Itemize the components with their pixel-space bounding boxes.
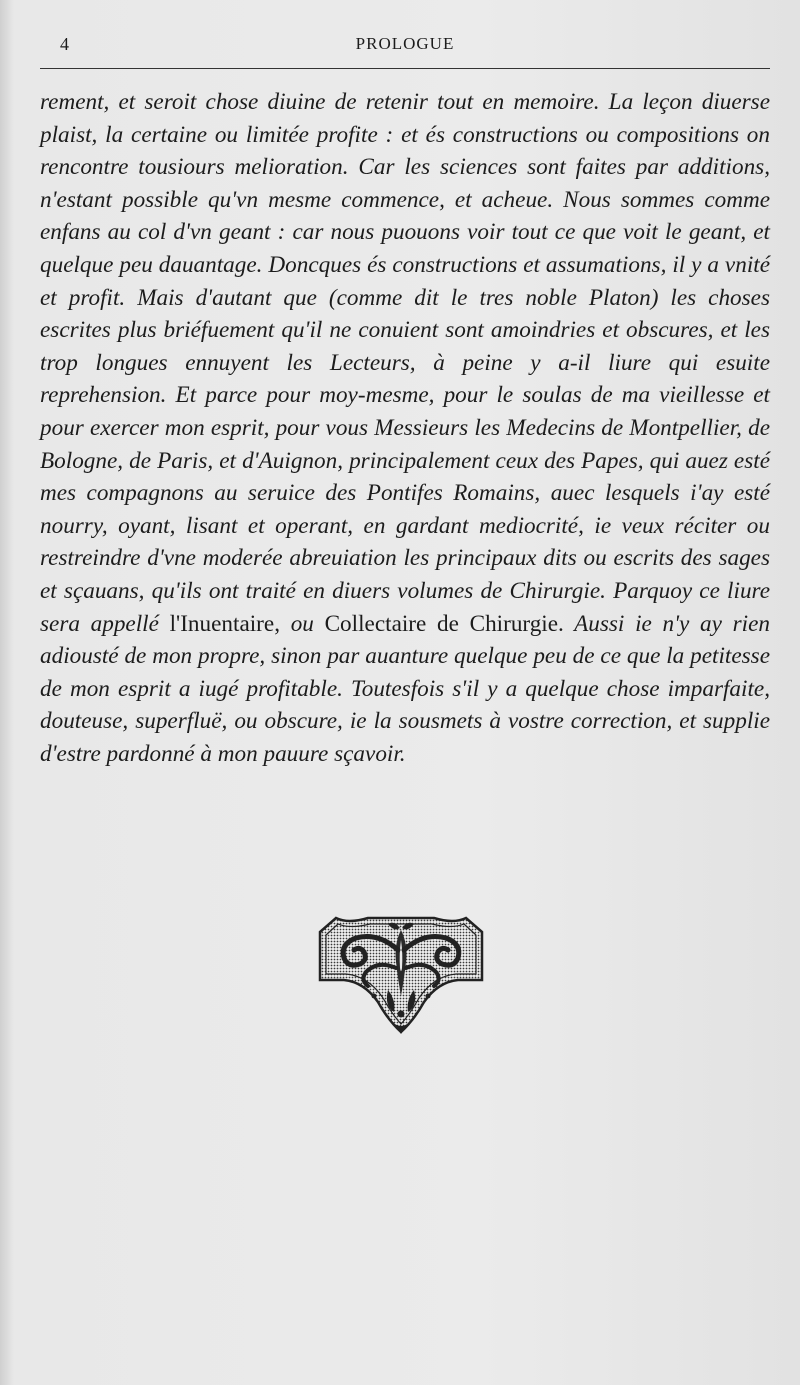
- page-number: 4: [60, 34, 69, 54]
- text-run-closing: Aussi ie n'y ay rien adiousté de mon propre, sinon par auanture quelque peu de ce que la petitesse de mon esprit a iugé profitable. Toutesfois s'il y a quelque chose imparfaite, douteuse, superfluë, ou obscure, ie la sousmets à vostre correction, et supplie d'estre pardonné à mon pauure sçavoir.: [40, 610, 770, 767]
- text-run-ou: ou: [290, 610, 314, 637]
- book-title-part-2: Collectaire de Chirurgie.: [324, 610, 564, 637]
- body-paragraph: [40, 86, 770, 770]
- page-header: [40, 30, 770, 69]
- running-head: PROLOGUE: [355, 34, 455, 53]
- floral-ornament-icon: [318, 910, 484, 1036]
- text-run: rement, et seroit chose diuine de retenir tout en memoire. La leçon diuerse plaist, la certaine ou limitée profite : et és constructions ou compositions on rencontre tousiours melioration. Car les sciences sont faites par additions, n'estant possible qu'vn mesme commence, et acheue. Nous sommes comme enfans au col d'vn geant : car nous puouons voir tout ce que voit le geant, et quelque peu dauantage. Doncques és constructions et assumations, il y a vnité et profit. Mais d'autant que (comme dit le tres noble Platon) les choses escrites plus briéfuement qu'il ne conuient sont amoindries et obscures, et les trop longues ennuyent les Lecteurs, à peine y a-il liure qui esuite reprehension. Et parce pour moy-mesme, pour le soulas de ma vieillesse et pour exercer mon esprit, pour vous Messieurs les Medecins de Montpellier, de Bologne, de Paris, et d'Auignon, principalement ceux des Papes, qui auez esté mes compagnons au seruice des Pontifes Romains, auec lesquels i'ay esté nourry, oyant, lisant et operant, en gardant mediocrité, ie veux réciter ou restreindre d'vne moderée abreuiation les principaux dits ou escrits des sages et sçauans, qu'ils ont traité en diuers volumes de Chirurgie. Parquoy ce liure sera appellé: [40, 89, 770, 637]
- book-title-part-1: l'Inuentaire,: [169, 610, 280, 637]
